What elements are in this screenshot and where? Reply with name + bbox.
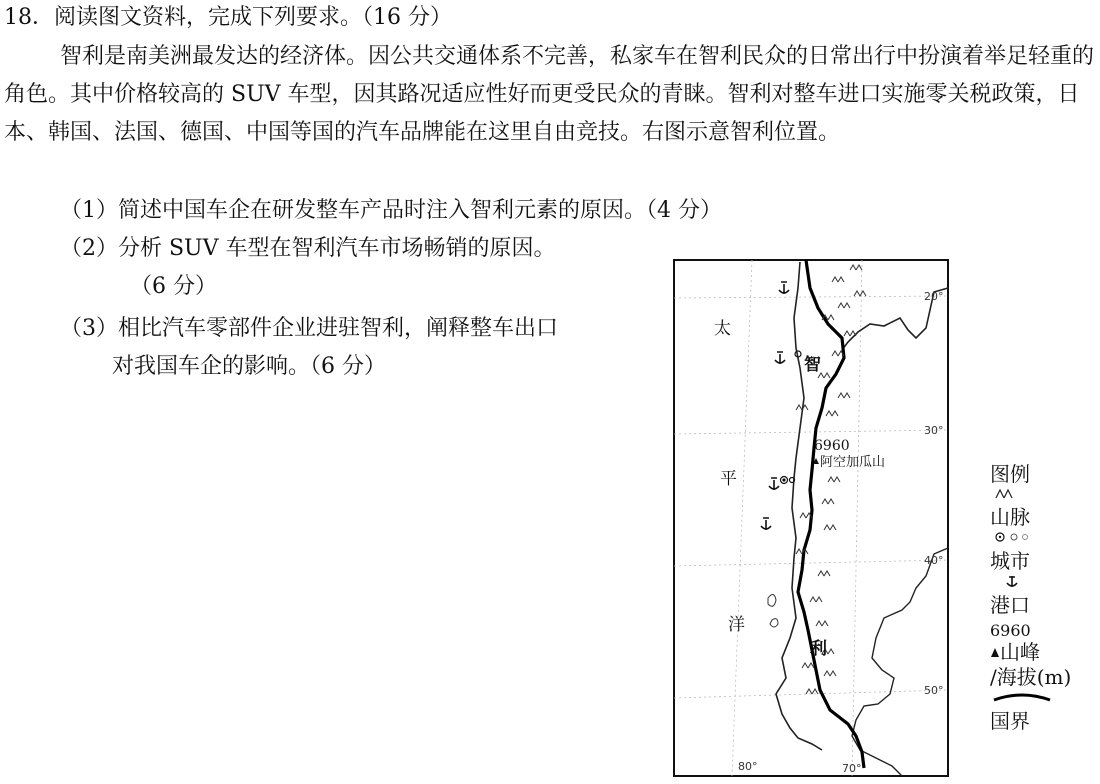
sub-question-2: （2）分析 SUV 车型在智利汽车市场畅销的原因。 — [60, 236, 556, 261]
country-char-2: 利 — [810, 639, 827, 659]
question-header: 18．阅读图文资料，完成下列要求。（16 分） — [4, 5, 452, 30]
chile-location-map — [672, 258, 950, 778]
legend-title: 图例 — [990, 462, 1030, 486]
legend-ports: 港口 — [990, 593, 1030, 617]
border-line-icon — [992, 690, 1052, 708]
peak-triangle-icon — [990, 646, 1000, 658]
legend-mountains: 山脉 — [990, 505, 1030, 529]
city-symbol-icon — [992, 530, 1042, 548]
sub-question-2-score: （6 分） — [130, 274, 217, 299]
intro-paragraph: 智利是南美洲最发达的经济体。因公共交通体系不完善，私家车在智利民众的日常出行中扮演着举足轻重的角色。其中价格较高的 SUV 车型，因其路况适应性好而更受民众的青睐。智利对整车进口实施零关税政策，日本、韩国、法国、德国、中国等国的汽车品牌能在这里自由竞技。右图示意智利位置。 — [4, 44, 1095, 145]
peak-name: 阿空加瓜山 — [820, 455, 886, 470]
legend-peak-label: 山峰 — [1000, 640, 1040, 664]
mountain-symbol-icon — [992, 486, 1032, 504]
sub-question-1: （1）简述中国车企在研发整车产品时注入智利元素的原因。（4 分） — [60, 198, 722, 223]
lat-label-50: 50° — [924, 684, 944, 697]
lat-label-30: 30° — [924, 424, 944, 437]
sub-question-3: （3）相比汽车零部件企业进驻智利，阐释整车出口 — [60, 316, 558, 341]
port-symbol-icon — [992, 574, 1032, 592]
lon-label-70: 70° — [842, 762, 862, 775]
lat-label-40: 40° — [924, 554, 944, 567]
lat-label-20: 20° — [924, 290, 944, 303]
legend-border: 国界 — [990, 709, 1030, 733]
peak-elevation: 6960 — [814, 438, 850, 454]
sub-question-3-cont: 对我国车企的影响。（6 分） — [112, 354, 386, 379]
ocean-char-1: 太 — [714, 319, 731, 339]
legend-peak-value: 6960 — [990, 621, 1031, 640]
ocean-char-2: 平 — [720, 469, 737, 489]
lon-label-80: 80° — [738, 760, 758, 773]
legend-cities: 城市 — [990, 549, 1030, 573]
map-legend — [986, 462, 1096, 734]
ocean-char-3: 洋 — [728, 615, 745, 635]
country-char-1: 智 — [804, 355, 821, 375]
legend-peak-label-2: /海拔(m) — [990, 665, 1072, 689]
